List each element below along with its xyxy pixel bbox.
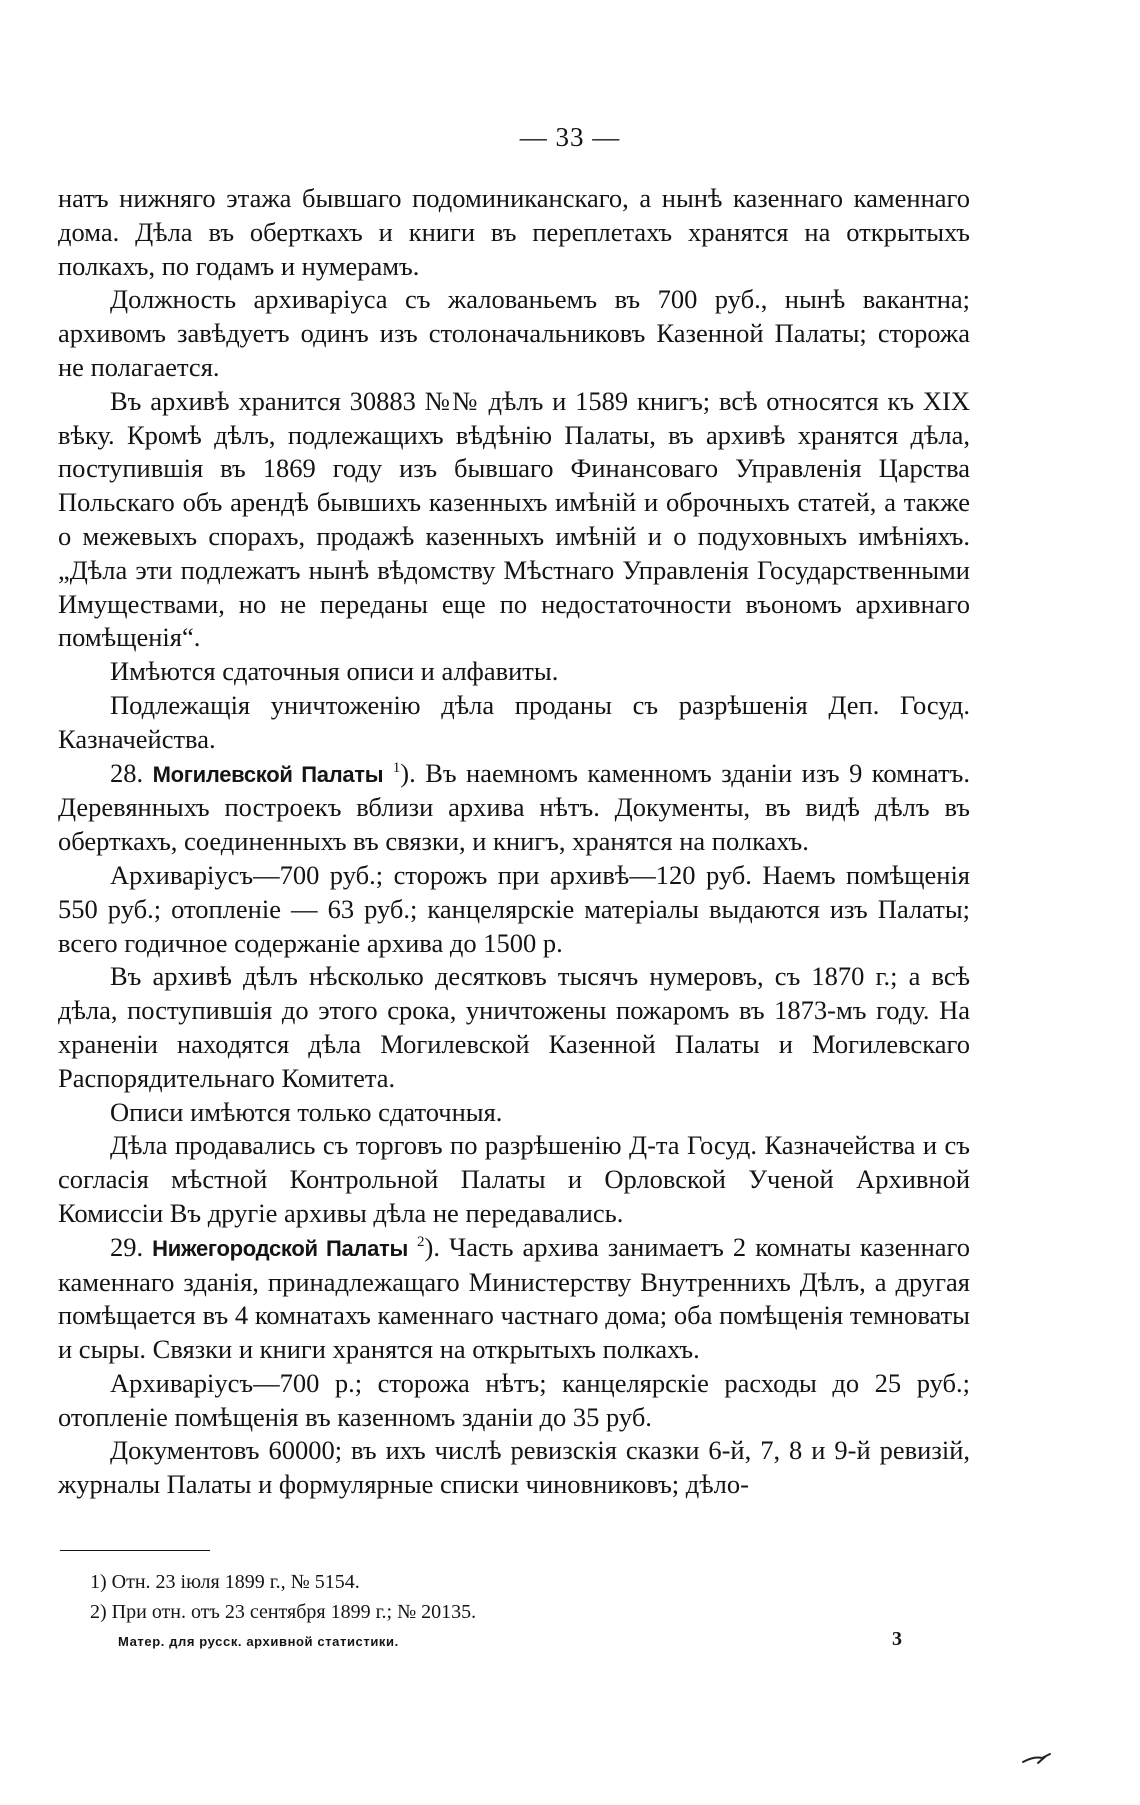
paragraph: Имѣются сдаточныя описи и алфавиты. [110, 656, 559, 687]
section-number: 29. [110, 1231, 144, 1262]
section-text: ). Часть архива занимаетъ 2 комнаты казеннаго каменнаго зданія, принадлежащаго Министерству Внутреннихъ Дѣлъ, а другая помѣщается въ 4 комнатахъ каменнаго частнаго дома; оба помѣщенія темноваты и сыры. Связки и книги хранятся на открытыхъ полкахъ. [58, 1231, 970, 1365]
paragraph: Архиваріусъ—700 руб.; сторожъ при архивѣ—120 руб. Наемъ помѣщенія 550 руб.; отопленіе — 63 руб.; канцелярскіе матеріалы выдаются изъ Палаты; всего годичное содержаніе архива до 1500 р. [58, 859, 970, 958]
footnote-mark: 1) [90, 1571, 107, 1593]
footnote-divider [60, 1550, 210, 1551]
body-text [58, 182, 970, 1502]
section-heading: Могилевской Палаты [152, 761, 384, 787]
signature-mark: 3 [892, 1628, 902, 1650]
page-number: — 33 — [519, 122, 621, 152]
paragraph: Въ архивѣ хранится 30883 №№ дѣлъ и 1589 книгъ; всѣ относятся къ XIX вѣку. Кромѣ дѣлъ, подлежащихъ вѣдѣнію Палаты, въ архивѣ хранятся дѣла, поступившія въ 1869 году изъ бывшаго Финансоваго Управленія Царства Польскаго объ арендѣ бывшихъ казенныхъ имѣній и оброчныхъ статей, а также о межевыхъ спорахъ, продажѣ казенныхъ имѣній и о подуховныхъ имѣніяхъ. „Дѣла эти подлежатъ нынѣ вѣдомству Мѣстнаго Управленія Государственными Имуществами, но не переданы еще по недостаточности въономъ архивнаго помѣщенія“. [58, 385, 970, 653]
footnote-ref: 2 [417, 1233, 425, 1250]
section-entry [58, 1231, 970, 1367]
paragraph: Документовъ 60000; въ ихъ числѣ ревизскія сказки 6-й, 7, 8 и 9-й ревизій, журналы Палаты и формулярные списки чиновниковъ; дѣло- [58, 1435, 970, 1500]
pen-mark-icon [1020, 1748, 1060, 1768]
footnote [90, 1597, 476, 1627]
footnote-mark: 2) [90, 1601, 107, 1623]
section-number: 28. [110, 757, 144, 788]
paragraph: Архиваріусъ—700 р.; сторожа нѣтъ; канцелярскіе расходы до 25 руб.; отопленіе помѣщенія въ казенномъ зданіи до 35 руб. [58, 1367, 970, 1432]
footnotes [90, 1567, 476, 1627]
section-heading: Нижегородской Палаты [152, 1235, 408, 1261]
paragraph: Дѣла продавались съ торговъ по разрѣшенію Д-та Госуд. Казначейства и съ согласія мѣстной Контрольной Палаты и Орловской Ученой Архивной Комиссіи Въ другіе архивы дѣла не передавались. [58, 1130, 970, 1228]
paragraph: натъ нижняго этажа бывшаго подоминиканскаго, а нынѣ казеннаго каменнаго дома. Дѣла въ оберткахъ и книги въ переплетахъ хранятся на открытыхъ полкахъ, по годамъ и нумерамъ. [58, 183, 970, 281]
paragraph: Описи имѣются только сдаточныя. [110, 1096, 503, 1127]
section-entry [58, 757, 970, 859]
paragraph: Должность архиваріуса съ жалованьемъ въ 700 руб., нынѣ вакантна; архивомъ завѣдуетъ одинъ изъ столоначальниковъ Казенной Палаты; сторожа не полагается. [58, 284, 970, 382]
footnote-text: Отн. 23 іюля 1899 г., № 5154. [111, 1571, 360, 1593]
footnote-text: При отн. отъ 23 сентября 1899 г.; № 20135. [111, 1601, 477, 1623]
footnote-ref: 1 [392, 759, 401, 776]
section-text: ). Въ наемномъ каменномъ зданіи изъ 9 комнатъ. Деревянныхъ построекъ вблизи архива нѣтъ. Документы, въ видѣ дѣлъ въ оберткахъ, соединенныхъ въ связки, и книгъ, хранятся на полкахъ. [58, 757, 971, 857]
footer-source: Матер. для русск. архивной статистики. [118, 1634, 399, 1649]
paragraph: Въ архивѣ дѣлъ нѣсколько десятковъ тысячъ нумеровъ, съ 1870 г.; а всѣ дѣла, поступившія до этого срока, уничтожены пожаромъ въ 1873-мъ году. На храненіи находятся дѣла Могилевской Казенной Палаты и Могилевскаго Распорядительнаго Комитета. [58, 961, 970, 1093]
footnote [90, 1567, 476, 1597]
paragraph: Подлежащія уничтоженію дѣла проданы съ разрѣшенія Деп. Госуд. Казначейства. [58, 689, 970, 754]
